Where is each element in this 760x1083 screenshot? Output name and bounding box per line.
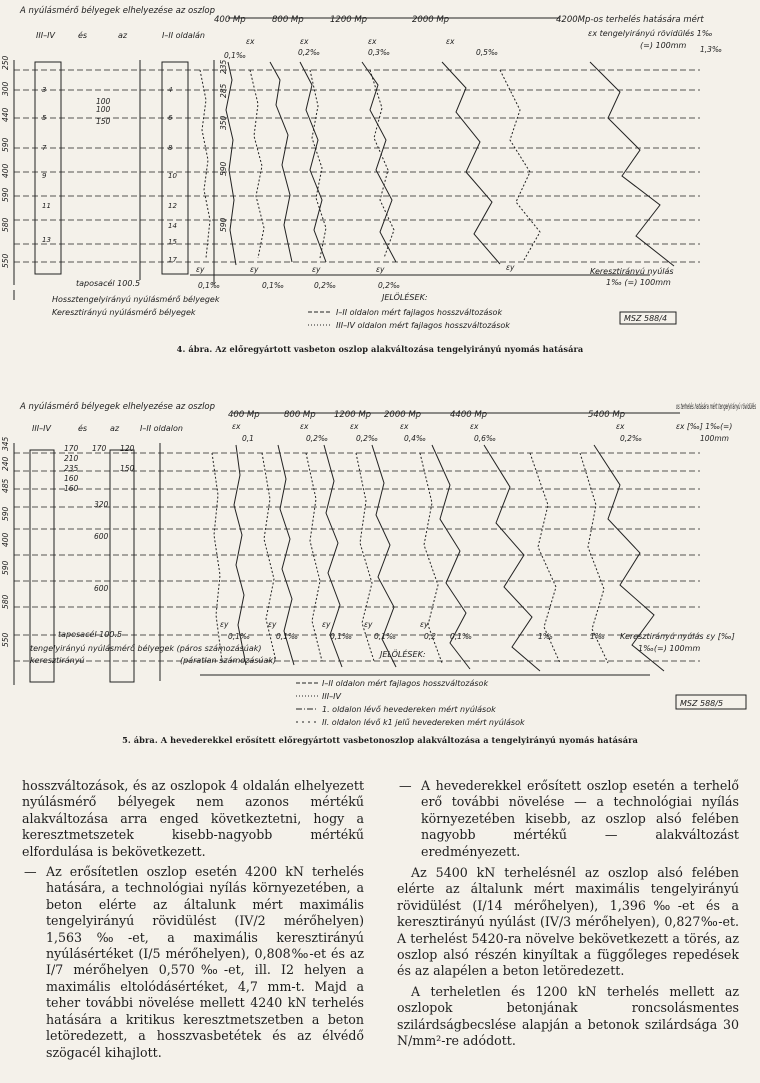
fig5-dim-left-5: 590 (1, 560, 10, 575)
figure-5-drawing (0, 395, 760, 745)
text-column-right (397, 778, 739, 1054)
figure-5-caption: 5. ábra. A hevederekkel erősített előregyártott vasbetonoszlop alakváltozása a tengelyirányú nyomás hatására (122, 735, 638, 745)
fig5-ey-value-6: 1‰ (538, 632, 553, 641)
fig4-jelolesek: JELÖLÉSEK: (382, 293, 428, 302)
fig5-ey-value-7: 1‰ (590, 632, 605, 641)
list-item (397, 778, 739, 860)
fig4-ex-value-1: 0,2‰ (298, 48, 321, 57)
figure-4 (0, 0, 760, 335)
fig5-jelolesek: JELÖLÉSEK: (380, 650, 426, 659)
fig4-ey-label-1: εy (250, 265, 259, 274)
fig5-cross-scale: 1‰(=) 100mm (638, 644, 701, 653)
fig4-gauge-9: 10 (168, 172, 177, 180)
paragraph: hosszváltozások, és az oszlopok 4 oldalán elhelyezett nyúlásmérő bélyegek nem azonos mértékű alakváltozása arra enged következtetni, hogy a keresztmetszetek kisebb-nagyobb mértékű elfordulása is bekövetkezett. (22, 778, 364, 859)
fig5-dim-mid-4: 160 (64, 484, 79, 493)
fig4-gauge-10: 12 (168, 202, 177, 210)
fig4-dims-left (1, 55, 10, 268)
fig4-gauge-6: 4 (168, 86, 173, 94)
fig4-side-es: és (78, 31, 88, 40)
fig5-dim-left-0: 345 (1, 436, 10, 451)
fig5-ex-label-4: εx (470, 422, 479, 431)
fig5-ey-label-1: εy (268, 620, 277, 629)
fig5-ey-label-3: εy (364, 620, 373, 629)
paragraph: Az 5400 kN terhelésnél az oszlop alsó felében elérte az általunk mért maximális tengelyirányú rövidülést (I/14 mérőhelyen), 1,396‰-et és a keresztirányú nyúlást (IV/3 mérőhelyen), 0,827‰-et. A terhelést 5420-ra növelve bekövetkezett a törés, az oszlop alsó részén kinyíltak a függőleges repedések és az alapélen a beton letöredezett. (397, 865, 739, 979)
fig4-gauge-11: 14 (168, 222, 177, 230)
fig5-ex-value-3: 0,4‰ (404, 434, 427, 443)
fig4-load-0: 400 Mp (214, 15, 246, 25)
paragraph: A terheletlen és 1200 kN terhelés mellett az oszlopok betonjának roncsolásmentes szilárdságbecslése alapján a betonok szilárdsága 30 N/mm²-re adódott. (397, 983, 739, 1049)
fig5-dim-right-2: 150 (120, 464, 135, 473)
fig4-dim-left-2: 440 (1, 107, 10, 122)
fig4-ex-label-2: εx (368, 37, 377, 46)
fig5-legend-cross-note: (páratlan számozásúak) (180, 656, 277, 665)
fig5-ex-label-5: εx (616, 422, 625, 431)
fig5-ey-value-1: 0,1‰ (276, 632, 299, 641)
fig4-load-1: 800 Mp (272, 15, 304, 25)
fig4-load-4: 4200Mp-os terhelés hatására mért (556, 15, 704, 25)
fig5-ex-label-0: εx (232, 422, 241, 431)
fig5-side-left: III–IV (32, 424, 51, 433)
fig4-side-right: I–II oldalán (162, 31, 205, 40)
fig5-legend-cross: keresztirányú (30, 656, 85, 665)
figure-4-drawing (0, 0, 760, 335)
fig4-gauge-2: 7 (42, 144, 47, 152)
list-item-text: A hevederekkel erősített oszlop esetén a terhelő erő további növelése — a technológiai nyílás környezetében kisebb, az oszlop alsó felében nagyobb mértékű — alakváltozást eredményezett. (421, 778, 739, 859)
fig5-ey-value-2: 0,1‰ (330, 632, 353, 641)
fig5-dim-left-2: 485 (1, 478, 10, 493)
fig5-dim-mid-0: 170 (64, 444, 79, 453)
fig5-dims-right (92, 444, 135, 473)
fig4-legend-long: Hossztengelyirányú nyúlásmérő bélyegek (52, 295, 220, 304)
fig5-load-labels (228, 402, 756, 420)
fig4-ey-value-3: 0,2‰ (378, 281, 401, 290)
fig5-side-az: az (110, 424, 120, 433)
list-item (22, 864, 364, 1061)
fig5-ex-value-0: 0,1 (242, 434, 254, 443)
fig5-ex-label-1: εx (300, 422, 309, 431)
fig4-dim-right-3: 590 (219, 161, 228, 176)
fig5-dim-left-3: 590 (1, 506, 10, 521)
fig5-load-1: 800 Mp (284, 410, 316, 420)
fig4-ex-title: εx tengelyirányú rövidülés 1‰ (588, 29, 713, 38)
fig5-side-right: I–II oldalon (140, 424, 183, 433)
fig4-gauge-3: 9 (42, 172, 47, 180)
fig5-ex-label-3: εx (400, 422, 409, 431)
fig5-load-3: 2000 Mp (384, 410, 422, 420)
fig4-code: MSZ 588/4 (624, 314, 668, 323)
dash-marker: — (399, 778, 412, 793)
fig5-ey-values (220, 620, 605, 641)
fig4-ex-label-0: εx (246, 37, 255, 46)
fig5-load-6: os terhelés hatására mért tengelyirányú rövidülés (676, 402, 757, 411)
fig5-dim-mid-6: 600 (94, 532, 109, 541)
fig4-inner-2: 150 (96, 117, 111, 126)
fig5-header: A nyúlásmérő bélyegek elhelyezése az oszlop (20, 402, 216, 412)
fig4-ex-label-1: εx (300, 37, 309, 46)
fig4-load-2: 1200 Mp (330, 15, 368, 25)
fig4-header: A nyúlásmérő bélyegek elhelyezése az oszlop (20, 6, 216, 16)
fig5-dim-mid-7: 600 (94, 584, 109, 593)
fig5-load-5: 5400 Mp (588, 410, 626, 420)
fig4-ey-value-0: 0,1‰ (198, 281, 221, 290)
fig5-legend-item-2: 1. oldalon lévő hevedereken mért nyúlások (322, 705, 496, 714)
fig5-code: MSZ 588/5 (680, 699, 724, 708)
fig4-dim-right-2: 350 (219, 115, 228, 130)
fig4-side-az: az (118, 31, 128, 40)
text-column-left (22, 778, 364, 1066)
fig5-dims-mid (64, 444, 109, 593)
fig5-dim-left-1: 240 (1, 456, 10, 471)
fig5-load-0: 400 Mp (228, 410, 260, 420)
fig5-dim-mid-5: 320 (94, 500, 109, 509)
fig5-ex-value-4: 0,6‰ (474, 434, 497, 443)
fig4-dim-right-0: 235 (219, 59, 228, 74)
fig5-legend-item-3: II. oldalon lévő k1 jelű hevedereken mért nyúlások (322, 718, 525, 727)
fig4-gauge-13: 17 (168, 256, 177, 264)
fig4-dim-right-1: 285 (219, 83, 228, 98)
fig5-ey-label-2: εy (322, 620, 331, 629)
fig5-dims-left (1, 436, 10, 647)
fig4-load-labels (214, 14, 704, 25)
dash-marker: — (24, 864, 37, 880)
fig5-ey-value-3: 0,1‰ (374, 632, 397, 641)
fig5-ex-title: εx [‰] 1‰(=) (676, 422, 733, 431)
fig4-ey-label-4: εy (506, 263, 515, 272)
fig4-gauge-1: 5 (42, 114, 47, 122)
fig4-dim-left-7: 550 (1, 253, 10, 268)
fig5-ey-value-0: 0,1‰ (228, 632, 251, 641)
fig5-dim-right-1: 120 (120, 444, 135, 453)
fig4-plate: taposacél 100.5 (76, 279, 141, 288)
fig4-legend-cross: Keresztirányú nyúlásmérő bélyegek (52, 308, 196, 317)
fig4-gauge-8: 8 (168, 144, 173, 152)
fig4-cross-scale: 1‰ (=) 100mm (606, 278, 671, 287)
fig5-dim-mid-1: 210 (64, 454, 79, 463)
fig4-gauge-4: 11 (42, 202, 51, 210)
fig4-gauge-12: 15 (168, 238, 177, 246)
fig4-dim-left-3: 590 (1, 137, 10, 152)
fig5-load-2: 1200 Mp (334, 410, 372, 420)
fig4-inner-0: 100 (96, 97, 111, 106)
fig4-dim-left-5: 590 (1, 187, 10, 202)
fig5-ey-label-0: εy (220, 620, 229, 629)
fig4-inner-1: 100 (96, 105, 111, 114)
fig5-dim-mid-3: 160 (64, 474, 79, 483)
fig4-legend-item-0: I–II oldalon mért fajlagos hosszváltozások (336, 308, 503, 317)
fig4-ey-values (196, 263, 515, 290)
fig5-legend-long: tengelyirányú nyúlásmérő bélyegek (páros számozásúak) (30, 644, 262, 653)
fig4-dim-left-6: 580 (1, 217, 10, 232)
fig5-dim-mid-2: 235 (64, 464, 79, 473)
fig4-dims-right (219, 59, 228, 232)
figure-4-caption: 4. ábra. Az előregyártott vasbeton oszlop alakváltozása tengelyirányú nyomás hatására (176, 344, 584, 354)
fig4-ey-value-2: 0,2‰ (314, 281, 337, 290)
fig4-load-3: 2000 Mp (412, 15, 450, 25)
fig4-ex-value-0: 0,1‰ (224, 51, 247, 60)
fig5-ey-value-4: 0,2 (424, 632, 436, 641)
fig4-dim-left-0: 250 (1, 55, 10, 70)
fig4-ex-value-4: 1,3‰ (700, 45, 723, 54)
fig5-dim-left-4: 400 (1, 532, 10, 547)
fig5-ex-label-2: εx (350, 422, 359, 431)
fig5-legend-item-1: III–IV (322, 692, 341, 701)
fig5-plate: taposacél 100.5 (58, 630, 123, 639)
fig5-ex-value-2: 0,2‰ (356, 434, 379, 443)
fig5-ex-value-1: 0,2‰ (306, 434, 329, 443)
fig4-ex-scale: (=) 100mm (640, 41, 687, 50)
fig5-side-es: és (78, 424, 88, 433)
fig5-ex-value-5: 0,2‰ (620, 434, 643, 443)
fig4-side-left: III–IV (36, 31, 55, 40)
fig4-dim-right-4: 590 (219, 217, 228, 232)
fig4-dim-left-4: 400 (1, 163, 10, 178)
list-item-text: Az erősítetlen oszlop esetén 4200 kN terhelés hatására, a technológiai nyílás környezetében, a beton elérte az általunk mért maximális tengelyirányú rövidülést (IV/2 mérőhelyen) 1,563‰-et, a maximális keresztirányú nyúlásértéket (I/5 mérőhelyen), 0,808‰-et és az I/7 mérőhelyen 0,570‰-et, ill. I2 helyen a maximális eltolódásértéket, 4,7 mm-t. Majd a teher további növelése mellett 4240 kN terhelés hatására a kritikus keresztmetszetben a beton letöredezett, a hosszvasbetétek és az élvédő szögacél kihajlott. (46, 864, 364, 1060)
fig4-dim-left-1: 300 (1, 81, 10, 96)
fig5-ey-value-5: 0,1‰ (450, 632, 473, 641)
fig4-ex-value-2: 0,3‰ (368, 48, 391, 57)
fig4-ey-label-0: εy (196, 265, 205, 274)
fig4-gauge-7: 6 (168, 114, 173, 122)
fig4-legend-item-1: III–IV oldalon mért fajlagos hosszváltozások (336, 321, 510, 330)
fig4-ey-label-3: εy (376, 265, 385, 274)
fig5-dim-right-0: 170 (92, 444, 107, 453)
fig4-gauge-0: 3 (42, 86, 47, 94)
fig5-cross-strain: Keresztirányú nyúlás εy [‰] (620, 632, 735, 641)
fig4-ex-label-3: εx (446, 37, 455, 46)
fig4-ex-value-3: 0,5‰ (476, 48, 499, 57)
fig5-ex-scale: 100mm (700, 434, 729, 443)
fig5-dim-left-6: 580 (1, 594, 10, 609)
fig4-cross-strain: Keresztirányú nyúlás (590, 267, 674, 276)
fig4-ey-value-1: 0,1‰ (262, 281, 285, 290)
fig4-gauge-5: 13 (42, 236, 51, 244)
fig5-legend-item-0: I–II oldalon mért fajlagos hosszváltozások (322, 679, 489, 688)
fig5-dim-left-7: 550 (1, 632, 10, 647)
fig4-inner-marks (96, 97, 111, 126)
fig5-ex-values (232, 422, 642, 443)
figure-5 (0, 395, 760, 745)
fig5-load-4: 4400 Mp (450, 410, 488, 420)
fig4-ey-label-2: εy (312, 265, 321, 274)
fig5-ey-label-4: εy (420, 620, 429, 629)
